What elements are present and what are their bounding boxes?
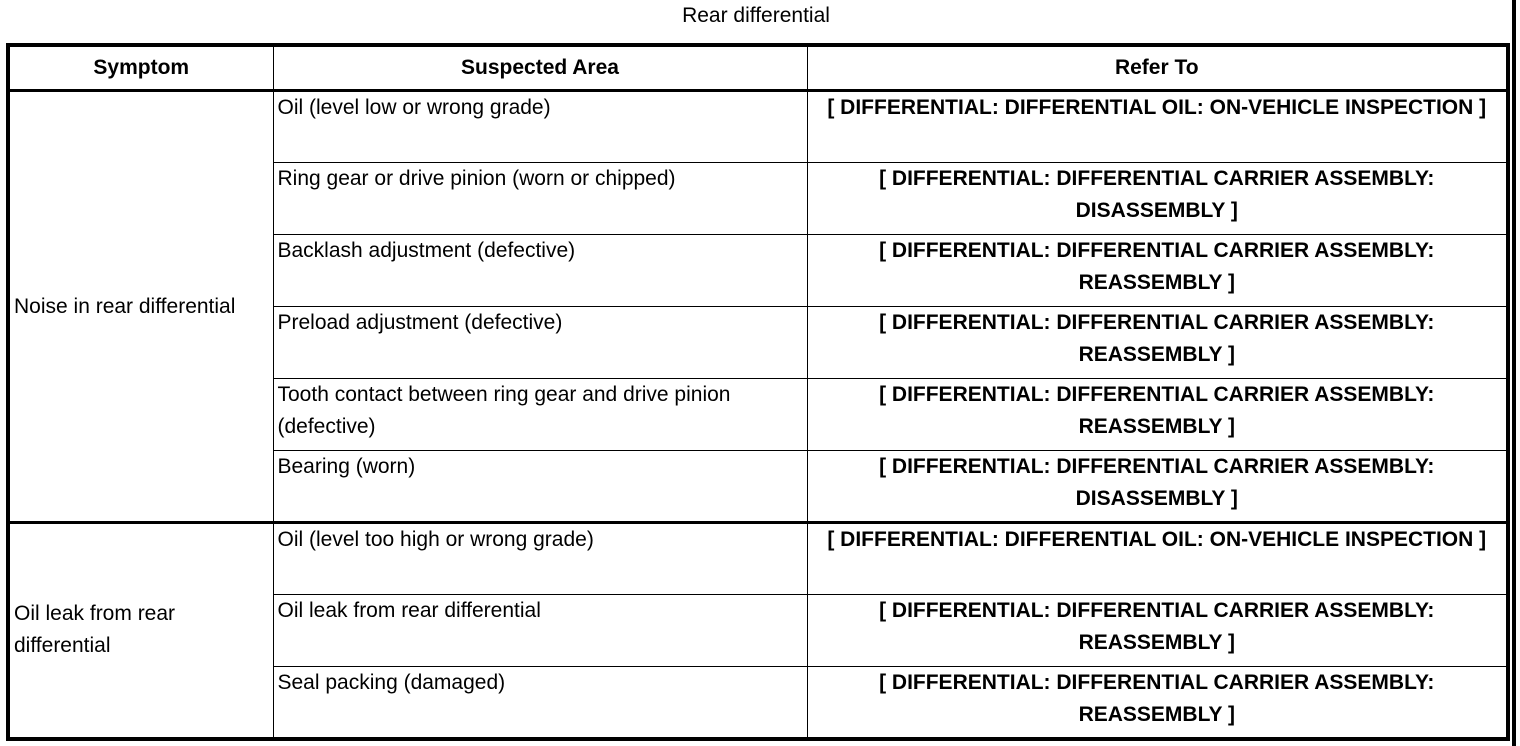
refer-to-link[interactable]: [ DIFFERENTIAL: DIFFERENTIAL CARRIER ASSEMBLY: REASSEMBLY ] — [807, 307, 1508, 379]
suspected-area-cell: Preload adjustment (defective) — [273, 307, 807, 379]
suspected-area-cell: Oil leak from rear differential — [273, 595, 807, 667]
refer-to-link[interactable]: [ DIFFERENTIAL: DIFFERENTIAL CARRIER ASSEMBLY: DISASSEMBLY ] — [807, 451, 1508, 523]
troubleshooting-table — [6, 43, 1510, 741]
suspected-area-cell: Seal packing (damaged) — [273, 667, 807, 739]
symptom-cell: Oil leak from rear differential — [8, 523, 273, 739]
symptom-cell: Noise in rear differential — [8, 91, 273, 523]
refer-to-link[interactable]: [ DIFFERENTIAL: DIFFERENTIAL CARRIER ASSEMBLY: REASSEMBLY ] — [807, 667, 1508, 739]
header-suspected-area: Suspected Area — [273, 45, 807, 91]
suspected-area-cell: Oil (level too high or wrong grade) — [273, 523, 807, 595]
refer-to-link[interactable]: [ DIFFERENTIAL: DIFFERENTIAL CARRIER ASSEMBLY: REASSEMBLY ] — [807, 379, 1508, 451]
suspected-area-cell: Tooth contact between ring gear and drive pinion (defective) — [273, 379, 807, 451]
suspected-area-cell: Oil (level low or wrong grade) — [273, 91, 807, 163]
refer-to-link[interactable]: [ DIFFERENTIAL: DIFFERENTIAL OIL: ON-VEHICLE INSPECTION ] — [807, 523, 1508, 595]
refer-to-link[interactable]: [ DIFFERENTIAL: DIFFERENTIAL CARRIER ASSEMBLY: REASSEMBLY ] — [807, 235, 1508, 307]
page-edge-line — [1512, 0, 1516, 746]
refer-to-link[interactable]: [ DIFFERENTIAL: DIFFERENTIAL OIL: ON-VEHICLE INSPECTION ] — [807, 91, 1508, 163]
table-row — [8, 91, 1508, 163]
header-symptom: Symptom — [8, 45, 273, 91]
suspected-area-cell: Bearing (worn) — [273, 451, 807, 523]
refer-to-link[interactable]: [ DIFFERENTIAL: DIFFERENTIAL CARRIER ASSEMBLY: REASSEMBLY ] — [807, 595, 1508, 667]
table-caption: Rear differential — [682, 4, 830, 27]
header-row — [8, 45, 1508, 91]
header-refer-to: Refer To — [807, 45, 1508, 91]
table-row — [8, 523, 1508, 595]
suspected-area-cell: Backlash adjustment (defective) — [273, 235, 807, 307]
suspected-area-cell: Ring gear or drive pinion (worn or chipped) — [273, 163, 807, 235]
refer-to-link[interactable]: [ DIFFERENTIAL: DIFFERENTIAL CARRIER ASSEMBLY: DISASSEMBLY ] — [807, 163, 1508, 235]
